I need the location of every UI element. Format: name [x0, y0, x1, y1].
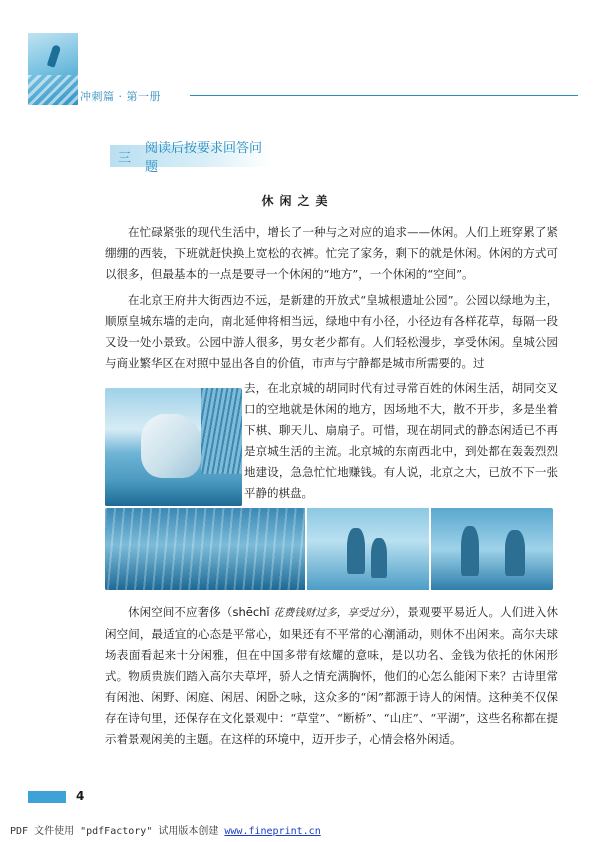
paragraph-1: 在忙碌紧张的现代生活中，增长了一种与之对应的追求——休闲。人们上班穿累了紧绷绷的西装，下班就赶快换上宽松的衣裤。忙完了家务，剩下的就是休闲。休闲的方式可以很多，但最基本的一点是要寻一个休闲的“地方”，一个休闲的“空间”。 — [105, 225, 558, 281]
corner-decoration-image — [28, 33, 78, 105]
pdf-note-text: PDF 文件使用 "pdfFactory" 试用版本创建 — [10, 826, 225, 837]
section-number: 三 — [118, 150, 132, 166]
gloss-annotation: 花费钱财过多，享受过分 — [269, 607, 390, 619]
section-heading — [110, 141, 270, 175]
sculpture-figure — [461, 526, 479, 576]
sculpture-figure — [505, 530, 525, 576]
photo-stone-monument — [141, 414, 201, 478]
park-scenes-photo-strip — [105, 508, 553, 590]
series-label: 冲刺篇 · 第一册 — [80, 90, 161, 103]
photo-trees-path — [105, 508, 305, 590]
paragraph-2-continued: 去，在北京城的胡同时代有过寻常百姓的休闲生活，胡同交叉口的空地就是休闲的地方，因场地不大，散不开步，多是坐着下棋、聊天儿、扇扇子。可惜，现在胡同式的静态闲适已不再是京城生活的主流。北京城的东南西北中，到处都在轰轰烈烈地建设，急急忙忙地赚钱。有人说，北京之大，已放不下一张平静的棋盘。 — [244, 381, 558, 500]
page-number: 4 — [76, 789, 85, 803]
article-title: 休闲之美 — [261, 194, 334, 208]
footer-bar — [28, 791, 66, 803]
sculpture-figure — [347, 528, 365, 574]
photo-bench-sculpture — [431, 508, 553, 590]
sculpture-figure — [371, 538, 387, 578]
header-rule — [190, 95, 578, 96]
photo-tree — [201, 388, 242, 474]
pdf-watermark-note — [10, 822, 321, 837]
paragraph-4 — [105, 602, 558, 750]
park-monument-photo — [105, 388, 242, 506]
paragraph-4-lead: 休闲空间不应奢侈（ — [128, 605, 233, 619]
pinyin-annotation: shēchǐ — [232, 605, 270, 619]
photo-grass — [105, 478, 242, 506]
pdf-note-link[interactable]: www.fineprint.cn — [224, 826, 321, 837]
paragraph-2: 在北京王府井大街西边不远，是新建的开放式“皇城根遗址公园”。公园以绿地为主，顺原皇城东墙的走向，南北延伸将相当远，绿地中有小径，小径边有各样花草，每隔一段又设一处小景致。公园中游人很多，男女老少都有。人们轻松漫步，享受休闲。皇城公园与商业繁华区在对照中显出各自的价值，市声与宁静都是城市所需要的。过 — [105, 293, 558, 370]
photo-sculpture-group — [307, 508, 429, 590]
runner-figure-icon — [47, 44, 61, 67]
paragraph-4-body: ），景观要平易近人。人们进入休闲空间，最适宜的心态是平常心，如果还有不平常的心潮涌动，则休不出闲来。高尔夫球场表面看起来十分闲雅，但在中国多带有炫耀的意味，是以功名、金钱为依托的休闲形式。物质贵族们踏入高尔夫草坪，骄人之情充满胸怀，他们的心怎么能闲下来？古诗里常有闲池、闲野、闲庭、闲居、闲卧之咏，这众多的“闲”都源于诗人的闲情。这种美不仅保存在诗句里，还保存在文化景观中：“草堂”、“断桥”、“山庄”、“平湖”，这些名称都在提示着景观闲美的主题。在这样的环境中，迈开步子，心情会格外闲适。 — [105, 605, 559, 746]
corner-stripes — [28, 75, 78, 105]
section-title: 阅读后按要求回答问题 — [145, 141, 263, 175]
